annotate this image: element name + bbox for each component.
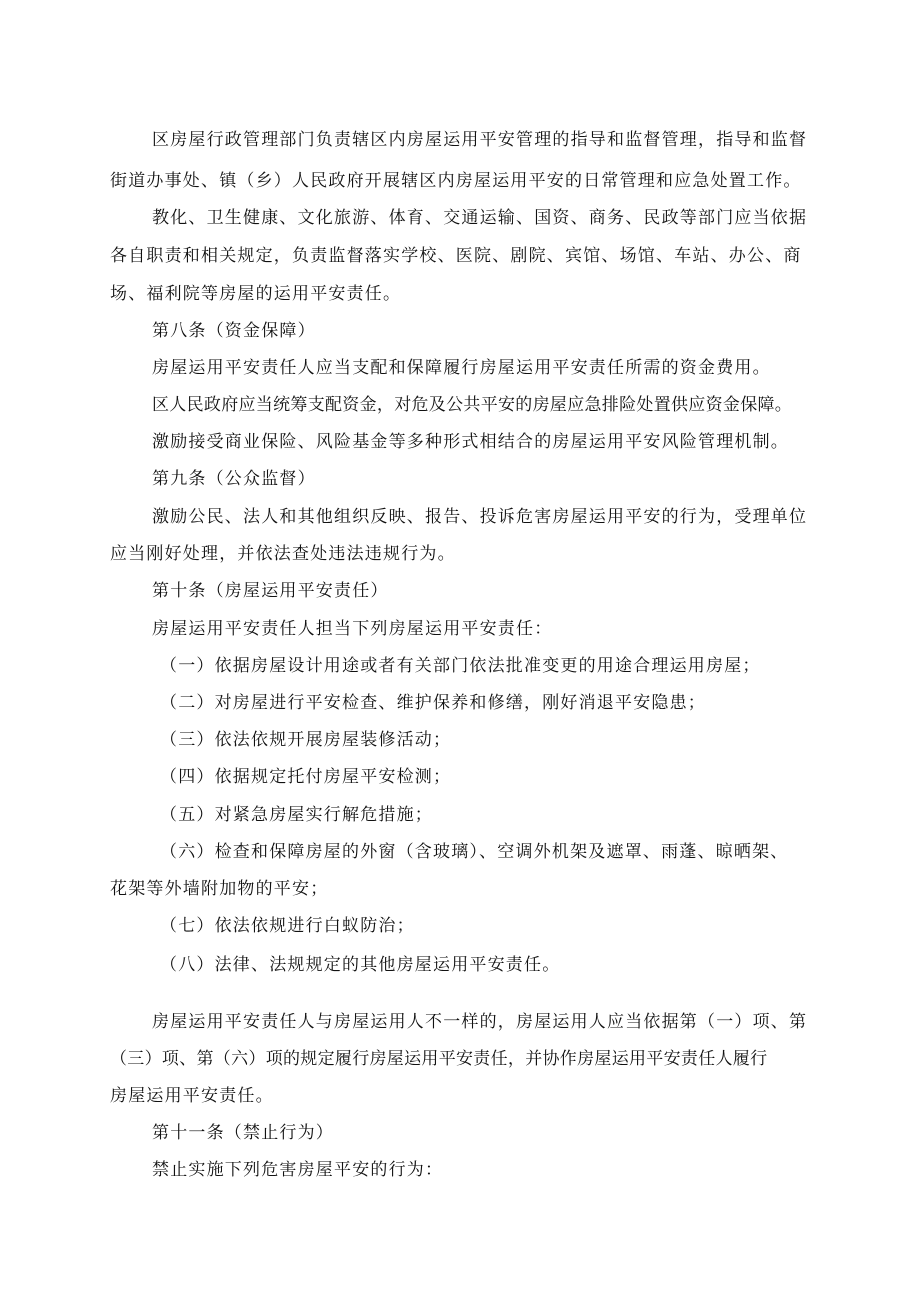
paragraph-line-24: 房屋运用平安责任人与房屋运用人不一样的，房屋运用人应当依据第（一）项、第	[152, 1012, 808, 1032]
list-item-7: （七）依法依规进行白蚁防治；	[160, 916, 415, 936]
paragraph-line-12: 应当刚好处理，并依法查处违法违规行为。	[110, 544, 456, 564]
list-item-3: （三）依法依规开展房屋装修活动；	[160, 730, 452, 750]
paragraph-line-4: 各自职责和相关规定，负责监督落实学校、医院、剧院、宾馆、场馆、车站、办公、商	[110, 246, 802, 266]
paragraph-line-26: 房屋运用平安责任。	[110, 1086, 274, 1106]
list-item-4: （四）依据规定托付房屋平安检测；	[160, 767, 452, 787]
list-item-2: （二）对房屋进行平安检查、维护保养和修缮，刚好消退平安隐患；	[160, 693, 706, 713]
list-item-5: （五）对紧急房屋实行解危措施；	[160, 805, 433, 825]
paragraph-line-9: 激励接受商业保险、风险基金等多种形式相结合的房屋运用平安风险管理机制。	[152, 432, 789, 452]
paragraph-line-1: 区房屋行政管理部门负责辖区内房屋运用平安管理的指导和监督管理，指导和监督	[152, 130, 808, 150]
paragraph-line-28: 禁止实施下列危害房屋平安的行为：	[152, 1160, 444, 1180]
list-item-8: （八）法律、法规规定的其他房屋运用平安责任。	[160, 955, 561, 975]
paragraph-line-2: 街道办事处、镇（乡）人民政府开展辖区内房屋运用平安的日常管理和应急处置工作。	[110, 171, 802, 191]
article-11-heading: 第十一条（禁止行为）	[152, 1123, 334, 1143]
paragraph-line-14: 房屋运用平安责任人担当下列房屋运用平安责任：	[152, 619, 553, 639]
list-item-1: （一）依据房屋设计用途或者有关部门依法批准变更的用途合理运用房屋；	[160, 656, 761, 676]
article-10-heading: 第十条（房屋运用平安责任）	[152, 581, 389, 601]
list-item-6: （六）检查和保障房屋的外窗（含玻璃）、空调外机架及遮罩、雨蓬、晾晒架、	[160, 842, 789, 862]
article-9-heading: 第九条（公众监督）	[152, 469, 316, 489]
article-8-heading: 第八条（资金保障）	[152, 321, 316, 341]
paragraph-line-5: 场、福利院等房屋的运用平安责任。	[110, 284, 402, 304]
paragraph-line-7: 房屋运用平安责任人应当支配和保障履行房屋运用平安责任所需的资金费用。	[152, 358, 771, 378]
paragraph-line-25: （三）项、第（六）项的规定履行房屋运用平安责任，并协作房屋运用平安责任人履行	[110, 1049, 768, 1069]
paragraph-line-11: 激励公民、法人和其他组织反映、报告、投诉危害房屋运用平安的行为，受理单位	[152, 507, 808, 527]
paragraph-line-3: 教化、卫生健康、文化旅游、体育、交通运输、国资、商务、民政等部门应当依据	[152, 208, 808, 228]
list-item-6-continued: 花架等外墙附加物的平安；	[110, 879, 329, 899]
paragraph-line-8: 区人民政府应当统筹支配资金，对危及公共平安的房屋应急排险处置供应资金保障。	[152, 395, 793, 415]
